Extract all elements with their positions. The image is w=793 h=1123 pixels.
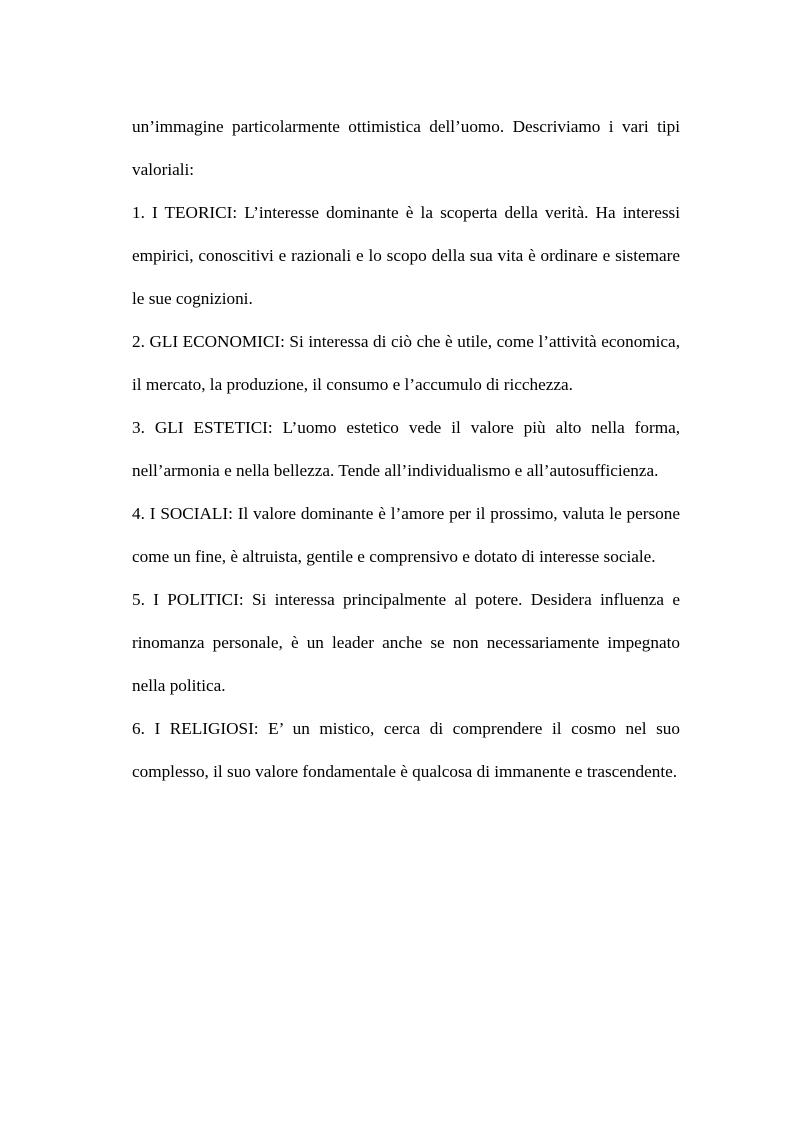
- intro-paragraph: un’immagine particolarmente ottimistica dell’uomo. Descriviamo i vari tipi valoriali:: [132, 117, 680, 179]
- body-text: [132, 105, 680, 793]
- paragraph-teorici: 1. I TEORICI: L’interesse dominante è la scoperta della verità. Ha interessi empirici, conoscitivi e razionali e lo scopo della sua vita è ordinare e sistemare le sue cognizioni.: [132, 203, 680, 308]
- paragraph-politici: 5. I POLITICI: Si interessa principalmente al potere. Desidera influenza e rinomanza personale, è un leader anche se non necessariamente impegnato nella politica.: [132, 590, 680, 695]
- paragraph-economici: 2. GLI ECONOMICI: Si interessa di ciò che è utile, come l’attività economica, il mercato, la produzione, il consumo e l’accumulo di ricchezza.: [132, 332, 680, 394]
- paragraph-estetici: 3. GLI ESTETICI: L’uomo estetico vede il valore più alto nella forma, nell’armonia e nella bellezza. Tende all’individualismo e all’autosufficienza.: [132, 418, 680, 480]
- paragraph-religiosi: 6. I RELIGIOSI: E’ un mistico, cerca di comprendere il cosmo nel suo complesso, il suo valore fondamentale è qualcosa di immanente e trascendente.: [132, 719, 680, 781]
- paragraph-sociali: 4. I SOCIALI: Il valore dominante è l’amore per il prossimo, valuta le persone come un fine, è altruista, gentile e comprensivo e dotato di interesse sociale.: [132, 504, 680, 566]
